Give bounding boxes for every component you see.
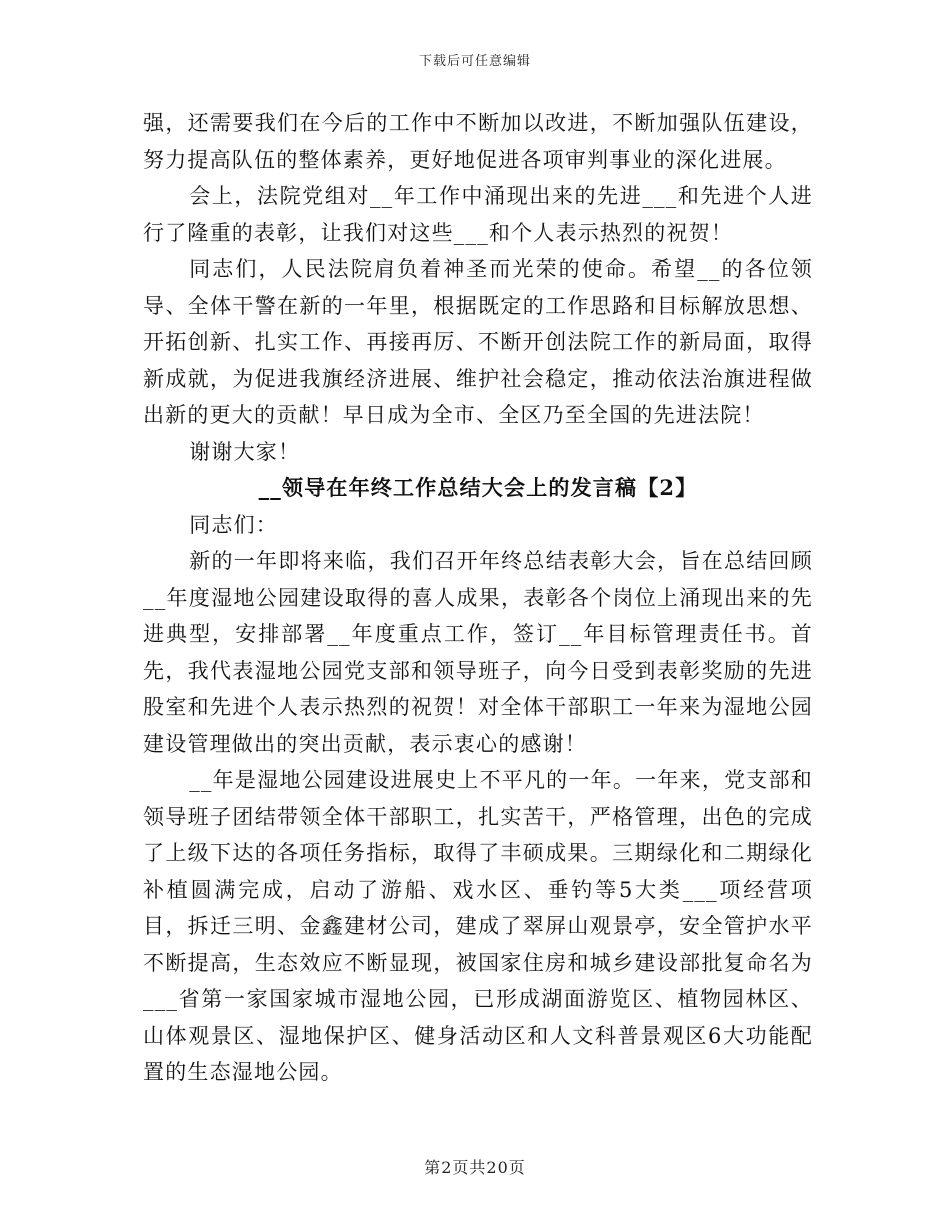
paragraph-salutation: 同志们：: [189, 512, 278, 537]
paragraph-achievements: __年是湿地公园建设进展史上不平凡的一年。一年来，党支部和领导班子团结带领全体干部职工，扎实苦干，严格管理，出色的完成了上级下达的各项任务指标，取得了丰硕成果。三期绿化和二期绿化补植圆满完成，启动了游船、戏水区、垂钓等5大类___项经营项目，拆迁三明、金鑫建材公司，建成了翠屏山观景亭，安全管护水平不断提高，生态效应不断显现，被国家住房和城乡建设部批复命名为___省第一家国家城市湿地公园，已形成湖面游览区、植物园林区、山体观景区、湿地保护区、健身活动区和人文科普景观区6大功能配置的生态湿地公园。: [143, 768, 813, 1084]
paragraph-continuation: 强，还需要我们在今后的工作中不断加以改进，不断加强队伍建设，努力提高队伍的整体素养，更好地促进各项审判事业的深化进展。: [143, 111, 813, 172]
paragraph-opening: 新的一年即将来临，我们召开年终总结表彰大会，旨在总结回顾__年度湿地公园建设取得的喜人成果，表彰各个岗位上涌现出来的先进典型，安排部署__年度重点工作，签订__年目标管理责任书。首先，我代表湿地公园党支部和领导班子，向今日受到表彰奖励的先进股室和先进个人表示热烈的祝贺！对全体干部职工一年来为湿地公园建设管理做出的突出贡献，表示衷心的感谢！: [143, 549, 813, 756]
section-heading: __领导在年终工作总结大会上的发言稿【2】: [258, 475, 698, 500]
document-body: [143, 105, 813, 1091]
page-footer: 第2页共20页: [424, 1158, 526, 1177]
page-header: 下载后可任意编辑: [418, 54, 531, 69]
paragraph-commendation: 会上，法院党组对__年工作中涌现出来的先进___和先进个人进行了隆重的表彰，让我们对这些___和个人表示热烈的祝贺！: [143, 184, 813, 245]
paragraph-thanks: 谢谢大家！: [189, 439, 301, 464]
paragraph-mission: 同志们，人民法院肩负着神圣而光荣的使命。希望__的各位领导、全体干警在新的一年里，根据既定的工作思路和目标解放思想、开拓创新、扎实工作、再接再厉、不断开创法院工作的新局面，取得新成就，为促进我旗经济进展、维护社会稳定，推动依法治旗进程做出新的更大的贡献！早日成为全市、全区乃至全国的先进法院！: [143, 257, 813, 427]
